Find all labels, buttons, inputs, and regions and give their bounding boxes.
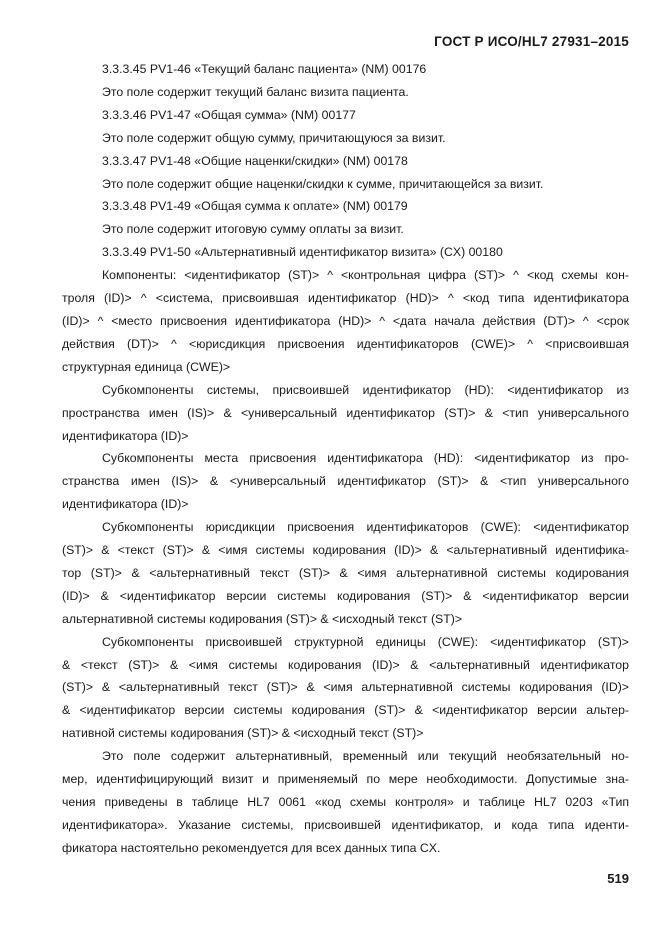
text-line: Компоненты: <идентификатор (ST)> ^ <контрольная цифра (ST)> ^ <код схемы кон-: [102, 268, 629, 283]
text-line: Это поле содержит альтернативный, временный или текущий необязательный но-: [102, 749, 629, 764]
text-line: идентификатора (ID)>: [62, 497, 189, 512]
text-line: Это поле содержит общую сумму, причитающуюся за визит.: [102, 130, 446, 145]
text-line: альтернативной системы кодирования (ST)> & <исходный текст (ST)>: [62, 611, 463, 626]
text-line: Субкомпоненты места присвоения идентификатора (HD): <идентификатор из про-: [102, 451, 629, 466]
text-line: 3.3.3.49 PV1-50 «Альтернативный идентификатор визита» (CX) 00180: [102, 245, 503, 260]
text-line: идентификатора». Указание системы, присвоившей идентификатор, и кода типа иденти-: [62, 817, 629, 832]
text-line: Субкомпоненты системы, присвоившей идентификатор (HD): <идентификатор из: [102, 382, 629, 397]
text-line: 3.3.3.48 PV1-49 «Общая сумма к оплате» (NM) 00179: [102, 199, 408, 214]
text-line: действия (DT)> ^ <юрисдикция присвоения идентификаторов (CWE)> ^ <присвоившая: [62, 336, 629, 351]
text-line: странства имен (IS)> & <универсальный идентификатор (ST)> & <тип универсального: [62, 474, 629, 489]
text-line: (ID)> ^ <место присвоения идентификатора (HD)> ^ <дата начала действия (DT)> ^ <срок: [62, 313, 629, 328]
text-line: Субкомпоненты присвоившей структурной единицы (CWE): <идентификатор (ST)>: [102, 634, 629, 649]
text-line: мер, идентифицирующий визит и применяемый по мере необходимости. Допустимые зна-: [62, 772, 629, 787]
text-line: (ID)> & <идентификатор версии системы кодирования (ST)> & <идентификатор версии: [62, 588, 629, 603]
text-line: (ST)> & <текст (ST)> & <имя системы кодирования (ID)> & <альтернативный идентифика-: [62, 543, 629, 558]
document-header: ГОСТ Р ИСО/HL7 27931–2015: [434, 34, 629, 49]
text-line: троля (ID)> ^ <система, присвоившая идентификатор (HD)> ^ <код типа идентификатора: [62, 291, 629, 306]
text-line: 3.3.3.47 PV1-48 «Общие наценки/скидки» (NM) 00178: [102, 153, 408, 168]
text-line: 3.3.3.46 PV1-47 «Общая сумма» (NM) 00177: [102, 107, 356, 122]
page-number: 519: [607, 871, 629, 886]
text-line: Это поле содержит общие наценки/скидки к сумме, причитающейся за визит.: [102, 176, 544, 191]
text-line: Это поле содержит текущий баланс визита пациента.: [102, 84, 409, 99]
text-line: 3.3.3.45 PV1-46 «Текущий баланс пациента» (NM) 00176: [102, 62, 427, 76]
text-line: пространства имен (IS)> & <универсальный идентификатор (ST)> & <тип универсального: [62, 405, 629, 420]
document-body: [62, 58, 629, 860]
text-line: идентификатора (ID)>: [62, 428, 189, 443]
text-line: чения приведены в таблице HL7 0061 «код схемы контроля» и таблице HL7 0203 «Тип: [62, 795, 629, 809]
text-line: & <текст (ST)> & <имя системы кодирования (ID)> & <альтернативный идентификатор: [62, 657, 629, 672]
text-line: структурная единица (CWE)>: [62, 359, 231, 374]
text-line: тор (ST)> & <альтернативный текст (ST)> & <имя альтернативной системы кодирования: [62, 565, 629, 580]
text-line: & <идентификатор версии системы кодирования (ST)> & <идентификатор версии альтер-: [62, 703, 629, 718]
text-line: Субкомпоненты юрисдикции присвоения идентификаторов (CWE): <идентификатор: [102, 520, 629, 535]
text-line: фикатора настоятельно рекомендуется для всех данных типа CX.: [62, 840, 441, 855]
text-line: (ST)> & <альтернативный текст (ST)> & <имя альтернативной системы кодирования (ID)>: [62, 680, 629, 695]
text-line: Это поле содержит итоговую сумму оплаты за визит.: [102, 222, 404, 237]
text-line: нативной системы кодирования (ST)> & <исходный текст (ST)>: [62, 726, 424, 741]
